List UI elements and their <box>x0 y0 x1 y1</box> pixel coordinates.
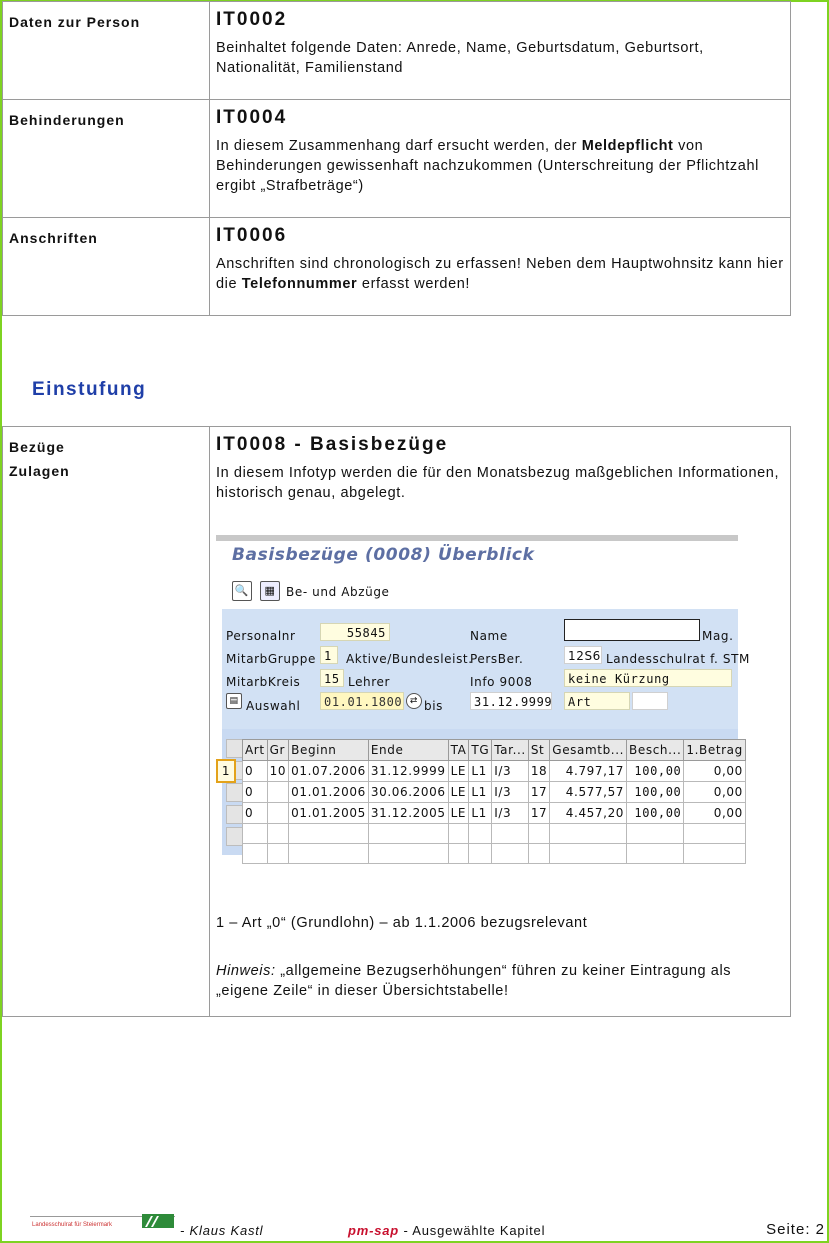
table-cell <box>368 824 448 844</box>
column-header[interactable]: Gesamtb... <box>550 740 627 761</box>
sap-top-bar <box>216 535 738 541</box>
table-cell <box>528 844 549 864</box>
row-content <box>210 100 791 218</box>
table-cell: 01.01.2005 <box>289 803 369 824</box>
table-cell: I/3 <box>492 761 529 782</box>
hinweis-text <box>216 961 784 1001</box>
text-part: von Behinderungen gewissenhaft nachzukommen (Unterschreitung der Pflichtzahl ergibt „Strafbeträge“) <box>216 138 759 194</box>
row-label <box>3 427 210 1017</box>
mitarbkreis-field[interactable]: 15 <box>320 669 344 687</box>
table-cell <box>289 824 369 844</box>
table-cell: 0,00 <box>684 803 745 824</box>
table-cell <box>469 844 492 864</box>
table-cell <box>243 844 268 864</box>
table-cell: L1 <box>469 782 492 803</box>
table-cell: 17 <box>528 803 549 824</box>
row-marker: 1 <box>216 759 236 783</box>
info-label: Info 9008 <box>470 675 533 689</box>
sap-overview-table <box>242 739 746 864</box>
table-row[interactable] <box>243 844 746 864</box>
table-cell: 0 <box>243 782 268 803</box>
mitarbgruppe-field[interactable]: 1 <box>320 646 338 664</box>
table-row <box>3 2 791 100</box>
table-cell <box>289 844 369 864</box>
persber-label: PersBer. <box>470 652 524 666</box>
bis-label: bis <box>424 699 444 713</box>
calendar-icon[interactable]: ▤ <box>226 693 242 709</box>
table-cell <box>267 844 288 864</box>
sap-screenshot <box>216 535 750 855</box>
auswahl-from-field[interactable]: 01.01.1800 <box>320 692 404 710</box>
table-cell: I/3 <box>492 803 529 824</box>
table-cell: LE <box>448 761 469 782</box>
table-cell: 4.577,57 <box>550 782 627 803</box>
table-cell <box>627 824 684 844</box>
infotype-code: IT0008 - Basisbezüge <box>216 434 449 455</box>
mitarbgruppe-text: Aktive/Bundesleist. <box>346 652 473 666</box>
row-content <box>210 427 791 1017</box>
table-cell <box>448 844 469 864</box>
mitarbgruppe-label: MitarbGruppe <box>226 652 316 666</box>
column-header[interactable]: Beginn <box>289 740 369 761</box>
hinweis-label: Hinweis: <box>216 963 276 979</box>
hinweis-body: „allgemeine Bezugserhöhungen“ führen zu keiner Eintragung als „eigene Zeile“ in dieser Übersichtstabelle! <box>216 963 732 999</box>
text-part: Anschriften sind chronologisch zu erfassen! Neben dem Hauptwohnsitz kann hier die <box>216 256 784 292</box>
table-cell <box>492 824 529 844</box>
info-table-einstufung <box>2 426 791 1017</box>
page-footer <box>30 1214 825 1240</box>
name-label: Name <box>470 629 508 643</box>
sap-title: Basisbezüge (0008) Überblick <box>232 545 535 565</box>
table-row <box>3 427 791 1017</box>
table-cell <box>528 824 549 844</box>
personalnr-label: Personalnr <box>226 629 296 643</box>
table-cell: I/3 <box>492 782 529 803</box>
column-header[interactable]: St <box>528 740 549 761</box>
table-cell: 4.457,20 <box>550 803 627 824</box>
table-cell <box>267 803 288 824</box>
column-header[interactable]: TG <box>469 740 492 761</box>
table-cell: 0,00 <box>684 761 745 782</box>
table-cell <box>550 844 627 864</box>
table-cell: LE <box>448 782 469 803</box>
table-row[interactable] <box>243 761 746 782</box>
table-cell: 30.06.2006 <box>368 782 448 803</box>
org-logo-icon <box>142 1212 174 1230</box>
row-text <box>216 254 784 294</box>
auswahl-label: Auswahl <box>246 699 301 713</box>
page-number: Seite: 2 <box>766 1221 825 1238</box>
table-row <box>3 218 791 316</box>
table-cell <box>684 844 745 864</box>
multiple-selection-icon[interactable]: ⇄ <box>406 693 422 709</box>
org-small-text: Landesschulrat für Steiermark <box>32 1222 113 1228</box>
persber-field[interactable]: 12S6 <box>564 646 602 664</box>
column-header[interactable]: TA <box>448 740 469 761</box>
table-cell <box>368 844 448 864</box>
personalnr-field[interactable]: 55845 <box>320 623 390 641</box>
info-field[interactable]: keine Kürzung <box>564 669 732 687</box>
footer-author: - Klaus Kastl <box>180 1223 264 1238</box>
art-label: Art <box>564 692 630 710</box>
mitarbkreis-text: Lehrer <box>348 675 391 689</box>
table-cell: 100,00 <box>627 761 684 782</box>
table-header-row <box>243 740 746 761</box>
auswahl-to-field[interactable]: 31.12.9999 <box>470 692 552 710</box>
table-cell: 10 <box>267 761 288 782</box>
table-cell: 31.12.2005 <box>368 803 448 824</box>
label-zulagen: Zulagen <box>9 463 70 479</box>
row-text <box>216 136 784 196</box>
table-cell <box>550 824 627 844</box>
column-header[interactable]: Gr <box>267 740 288 761</box>
table-row <box>3 100 791 218</box>
table-cell <box>267 782 288 803</box>
table-cell: LE <box>448 803 469 824</box>
text-part: In diesem Zusammenhang darf ersucht werden, der <box>216 138 582 154</box>
column-header[interactable]: 1.Betrag <box>684 740 745 761</box>
bold-term: Telefonnummer <box>241 276 358 292</box>
persber-text: Landesschulrat f. STM <box>606 652 750 666</box>
table-cell: 100,00 <box>627 803 684 824</box>
note-line: 1 – Art „0“ (Grundlohn) – ab 1.1.2006 bezugsrelevant <box>216 915 588 931</box>
table-cell: 01.01.2006 <box>289 782 369 803</box>
column-header[interactable]: Art <box>243 740 268 761</box>
table-cell <box>469 824 492 844</box>
table-row[interactable] <box>243 803 746 824</box>
table-cell: 31.12.9999 <box>368 761 448 782</box>
mitarbkreis-label: MitarbKreis <box>226 675 301 689</box>
table-cell <box>267 824 288 844</box>
table-cell: L1 <box>469 803 492 824</box>
table-cell <box>684 824 745 844</box>
magnifier-icon[interactable]: 🔍 <box>232 581 252 601</box>
label-bezuege: Bezüge <box>9 439 65 455</box>
table-cell: 0 <box>243 761 268 782</box>
column-header[interactable]: Besch... <box>627 740 684 761</box>
info-table-top <box>2 1 791 316</box>
section-heading: Einstufung <box>32 379 147 400</box>
table-row[interactable] <box>243 782 746 803</box>
table-cell <box>243 824 268 844</box>
row-label: Behinderungen <box>3 100 210 218</box>
table-cell: 0 <box>243 803 268 824</box>
table-cell: 0,00 <box>684 782 745 803</box>
row-content <box>210 218 791 316</box>
column-header[interactable]: Tar... <box>492 740 529 761</box>
infotype-code: IT0004 <box>216 107 288 128</box>
column-header[interactable]: Ende <box>368 740 448 761</box>
table-cell: 100,00 <box>627 782 684 803</box>
art-field[interactable] <box>632 692 668 710</box>
row-label: Daten zur Person <box>3 2 210 100</box>
table-cell: L1 <box>469 761 492 782</box>
table-cell: 17 <box>528 782 549 803</box>
be-abzuege-button[interactable]: Be- und Abzüge <box>286 585 390 599</box>
table-cell: 4.797,17 <box>550 761 627 782</box>
row-text: In diesem Infotyp werden die für den Monatsbezug maßgeblichen Informationen, historisch genau, abgelegt. <box>216 465 780 501</box>
table-cell <box>627 844 684 864</box>
table-cell <box>492 844 529 864</box>
row-text: Beinhaltet folgende Daten: Anrede, Name, Geburtsdatum, Geburtsort, Nationalität, Familienstand <box>216 40 704 76</box>
row-label: Anschriften <box>3 218 210 316</box>
infotype-code: IT0006 <box>216 225 288 246</box>
row-content <box>210 2 791 100</box>
bold-term: Meldepflicht <box>581 138 674 154</box>
footer-brand <box>348 1223 545 1238</box>
text-part: erfasst werden! <box>357 276 471 292</box>
table-row[interactable] <box>243 824 746 844</box>
name-field[interactable] <box>564 619 700 641</box>
name-suffix: Mag. <box>702 629 734 643</box>
grid-icon[interactable]: ▦ <box>260 581 280 601</box>
table-cell <box>448 824 469 844</box>
table-cell: 18 <box>528 761 549 782</box>
infotype-code: IT0002 <box>216 9 288 30</box>
brand-rest: - Ausgewählte Kapitel <box>399 1223 546 1238</box>
table-cell: 01.07.2006 <box>289 761 369 782</box>
brand-name: pm-sap <box>348 1223 400 1238</box>
